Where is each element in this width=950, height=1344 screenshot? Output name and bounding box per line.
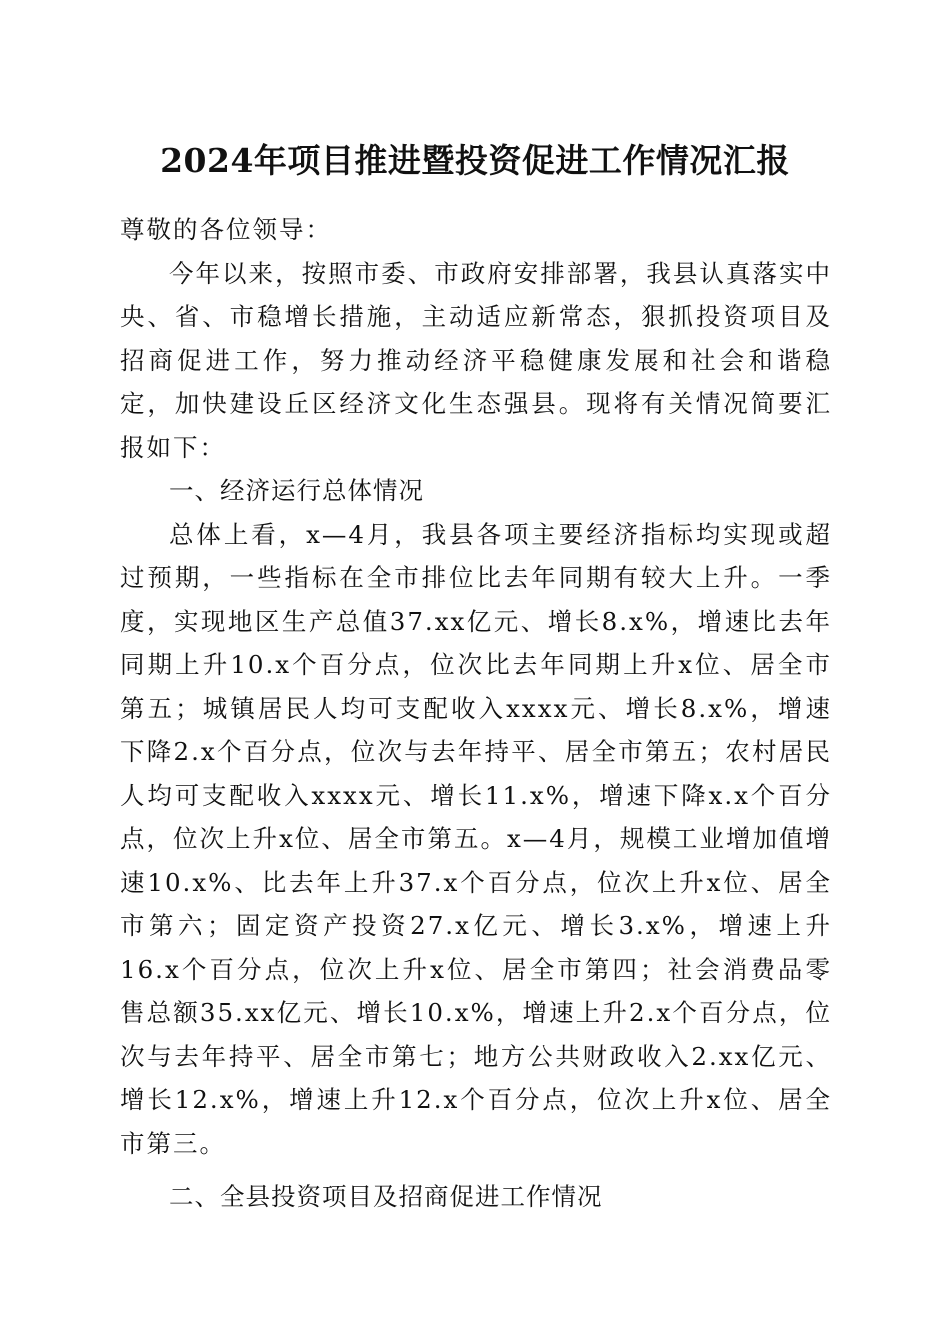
section-2-heading: 二、全县投资项目及招商促进工作情况 (169, 1182, 603, 1211)
section-1-paragraph: 总体上看，x—4月，我县各项主要经济指标均实现或超过预期，一些指标在全市排位比去年同期有较大上升。一季度，实现地区生产总值37.xx亿元、增长8.x%，增速比去年同期上升10.x个百分点，位次比去年同期上升x位、居全市第五；城镇居民人均可支配收入xxxx元、增长8.x%，增速下降2.x个百分点，位次与去年持平、居全市第五；农村居民人均可支配收入xxxx元、增长11.x%，增速下降x.x个百分点，位次上升x位、居全市第五。x—4月，规模工业增加值增速10.x%、比去年上升37.x个百分点，位次上升x位、居全市第六；固定资产投资27.x亿元、增长3.x%，增速上升16.x个百分点，位次上升x位、居全市第四；社会消费品零售总额35.xx亿元、增长10.x%，增速上升2.x个百分点，位次与去年持平、居全市第七；地方公共财政收入2.xx亿元、增长12.x%，增速上升12.x个百分点，位次上升x位、居全市第三。 (120, 519, 832, 1158)
document-body (120, 208, 832, 1219)
intro-paragraph: 今年以来，按照市委、市政府安排部署，我县认真落实中央、省、市稳增长措施，主动适应新常态，狠抓投资项目及招商促进工作，努力推动经济平稳健康发展和社会和谐稳定，加快建设丘区经济文化生态强县。现将有关情况简要汇报如下： (120, 258, 832, 462)
salutation: 尊敬的各位领导： (120, 215, 332, 244)
document-title: 2024年项目推进暨投资促进工作情况汇报 (160, 141, 790, 180)
section-1-heading: 一、经济运行总体情况 (169, 476, 424, 505)
